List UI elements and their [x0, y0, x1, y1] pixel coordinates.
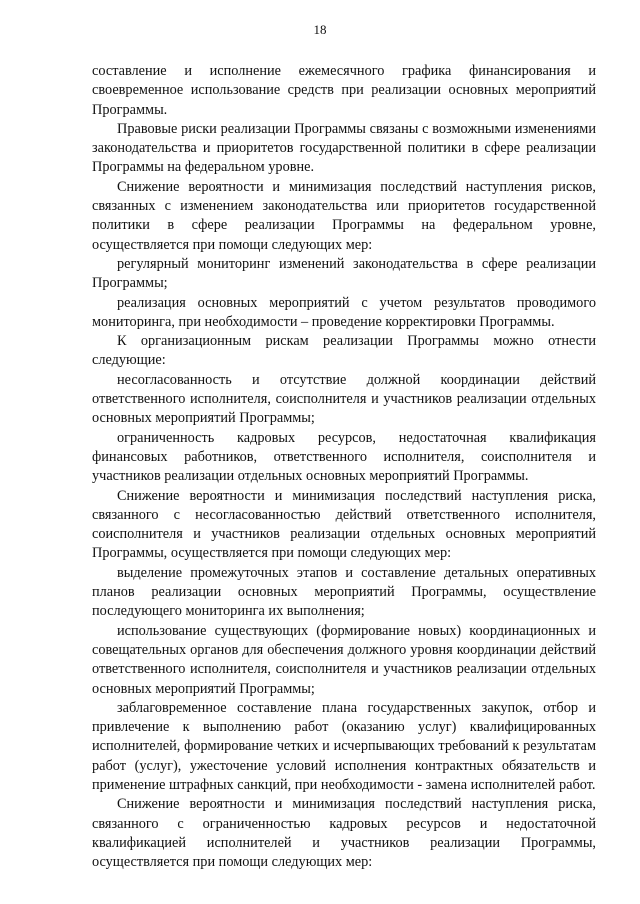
- paragraph-legal-risks: Правовые риски реализации Программы связаны с возможными изменениями законодательства и приоритетов государственной политики в сфере реализации Программы на федеральном уровне.: [92, 120, 596, 176]
- paragraph-organizational-risks: К организационным рискам реализации Программы можно отнести следующие:: [92, 333, 596, 369]
- paragraph-measure-adjustment: реализация основных мероприятий с учетом результатов проводимого мониторинга, при необходимости – проведение корректировки Программы.: [92, 294, 596, 330]
- paragraph-inconsistency-mitigation: Снижение вероятности и минимизация последствий наступления риска, связанного с несогласованностью действий ответственного исполнителя, соисполнителя и участников реализации отдельных основных мероприятий Программы, осуществляется при помощи следующих мер:: [92, 487, 596, 562]
- page-number: 18: [313, 22, 327, 37]
- document-body: [92, 62, 596, 872]
- paragraph-risk-inconsistency: несогласованность и отсутствие должной координации действий ответственного исполнителя, соисполнителя и участников реализации отдельных основных мероприятий Программы;: [92, 371, 596, 427]
- paragraph-measure-procurement: заблаговременное составление плана государственных закупок, отбор и привлечение к выполнению работ (оказанию услуг) квалифицированных исполнителей, формирование четких и исчерпывающих требований к результатам работ (услуг), ужесточение условий исполнения контрактных обязательств и применение штрафных санкций, при необходимости - замена исполнителей работ.: [92, 699, 596, 793]
- paragraph-risk-limited-staff: ограниченность кадровых ресурсов, недостаточная квалификация финансовых работников, ответственного исполнителя, соисполнителя и участников реализации отдельных основных мероприятий Программы.: [92, 429, 596, 485]
- paragraph-measure-coordination: использование существующих (формирование новых) координационных и совещательных органов для обеспечения должного уровня координации действий ответственного исполнителя, соисполнителя и участников реализации отдельных основных мероприятий Программы;: [92, 622, 596, 697]
- paragraph-continuation: составление и исполнение ежемесячного графика финансирования и своевременное использование средств при реализации основных мероприятий Программы.: [92, 63, 596, 118]
- paragraph-staff-risk-mitigation: Снижение вероятности и минимизация последствий наступления риска, связанного с ограниченностью кадровых ресурсов и недостаточной квалификацией исполнителей и участников реализации Программы, осуществляется при помощи следующих мер:: [92, 796, 596, 871]
- paragraph-measure-monitoring: регулярный мониторинг изменений законодательства в сфере реализации Программы;: [92, 255, 596, 292]
- paragraph-legal-risk-mitigation: Снижение вероятности и минимизация последствий наступления рисков, связанных с изменением законодательства или приоритетов государственной политики в сфере реализации Программы на федеральном уровне, осуществляется при помощи следующих мер:: [92, 178, 596, 253]
- paragraph-measure-stages: выделение промежуточных этапов и составление детальных оперативных планов реализации основных мероприятий Программы, осуществление последующего мониторинга их выполнения;: [92, 564, 596, 620]
